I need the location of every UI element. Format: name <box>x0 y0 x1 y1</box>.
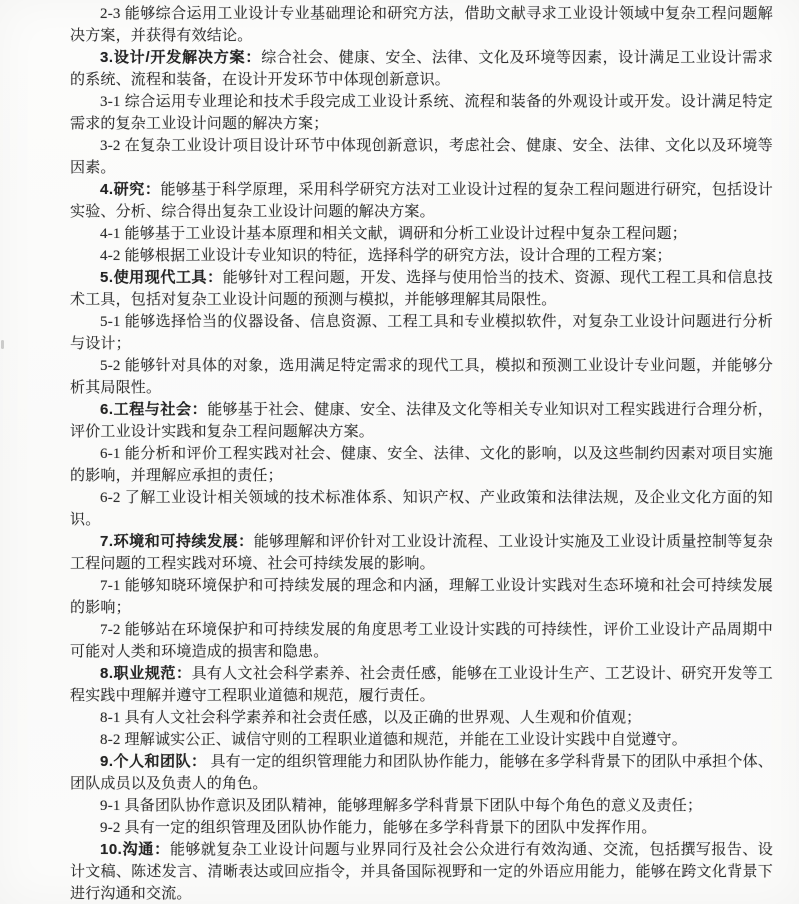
section-3-heading: 3.设计/开发解决方案： <box>100 49 262 66</box>
paragraph-3-1 <box>70 91 773 135</box>
paragraph-4-1 <box>70 223 773 245</box>
paragraph-9-1 <box>70 795 773 817</box>
scan-artifact <box>1 340 4 349</box>
section-8-heading: 8.职业规范： <box>100 665 192 682</box>
section-7-environment-sustainability <box>70 531 773 575</box>
paragraph-8-2 <box>70 729 773 751</box>
paragraph-text: 5-1 能够选择恰当的仪器设备、信息资源、工程工具和专业模拟软件，对复杂工业设计问题进行分析与设计； <box>70 314 773 352</box>
paragraph-text: 能够基于科学原理，采用科学研究方法对工业设计过程的复杂工程问题进行研究，包括设计实验、分析、综合得出复杂工业设计问题的解决方案。 <box>70 182 773 220</box>
paragraph-text: 6-1 能分析和评价工程实践对社会、健康、安全、法律、文化的影响，以及这些制约因素对项目实施的影响，并理解应承担的责任； <box>70 446 773 484</box>
section-6-heading: 6.工程与社会： <box>100 401 208 418</box>
paragraph-6-2 <box>70 487 773 531</box>
paragraph-text: 7-2 能够站在环境保护和可持续发展的角度思考工业设计实践的可持续性，评价工业设计产品周期中可能对人类和环境造成的损害和隐患。 <box>70 622 773 660</box>
paragraph-text: 8-1 具有人文社会科学素养和社会责任感，以及正确的世界观、人生观和价值观； <box>100 710 642 726</box>
paragraph-text: 具有一定的组织管理能力和团队协作能力，能够在多学科背景下的团队中承担个体、团队成员以及负责人的角色。 <box>70 754 773 792</box>
paragraph-text: 8-2 理解诚实公正、诚信守则的工程职业道德和规范，并能在工业设计实践中自觉遵守。 <box>100 732 687 748</box>
paragraph-6-1 <box>70 443 773 487</box>
paragraph-text: 7-1 能够知晓环境保护和可持续发展的理念和内涵，理解工业设计实践对生态环境和社会可持续发展的影响； <box>70 578 773 616</box>
paragraph-text: 具有人文社会科学素养、社会责任感，能够在工业设计生产、工艺设计、研究开发等工程实践中理解并遵守工程职业道德和规范，履行责任。 <box>70 666 773 704</box>
paragraph-9-2 <box>70 817 773 839</box>
paragraph-2-3 <box>70 3 773 47</box>
section-4-heading: 4.研究： <box>100 181 161 198</box>
paragraph-text: 5-2 能够针对具体的对象，选用满足特定需求的现代工具，模拟和预测工业设计专业问题，并能够分析其局限性。 <box>70 358 773 396</box>
paragraph-text: 能够针对工程问题，开发、选择与使用恰当的技术、资源、现代工程工具和信息技术工具，包括对复杂工业设计问题的预测与模拟，并能够理解其局限性。 <box>70 270 773 308</box>
section-10-communication <box>70 839 773 904</box>
paragraph-8-1 <box>70 707 773 729</box>
section-8-professional-norms <box>70 663 773 707</box>
paragraph-text: 综合社会、健康、安全、法律、文化及环境等因素，设计满足工业设计需求的系统、流程和装备，在设计开发环节中体现创新意识。 <box>70 50 773 88</box>
paragraph-text: 能够就复杂工业设计问题与业界同行及社会公众进行有效沟通、交流，包括撰写报告、设计文稿、陈述发言、清晰表达或回应指令，并具备国际视野和一定的外语应用能力，能够在跨文化背景下进行沟通和交流。 <box>70 842 773 902</box>
section-7-heading: 7.环境和可持续发展： <box>100 533 254 550</box>
paragraph-text: 3-1 综合运用专业理论和技术手段完成工业设计系统、流程和装备的外观设计或开发。设计满足特定需求的复杂工业设计问题的解决方案； <box>70 94 773 132</box>
section-4-research <box>70 179 773 223</box>
paragraph-text: 能够理解和评价针对工业设计流程、工业设计实施及工业设计质量控制等复杂工程问题的工程实践对环境、社会可持续发展的影响。 <box>70 534 773 572</box>
section-5-modern-tools <box>70 267 773 311</box>
paragraph-text: 9-1 具备团队协作意识及团队精神，能够理解多学科背景下团队中每个角色的意义及责任； <box>100 798 703 814</box>
paragraph-text: 2-3 能够综合运用工业设计专业基础理论和研究方法，借助文献寻求工业设计领域中复杂工程问题解决方案，并获得有效结论。 <box>70 6 773 44</box>
paragraph-5-2 <box>70 355 773 399</box>
paragraph-text: 6-2 了解工业设计相关领域的技术标准体系、知识产权、产业政策和法律法规，及企业文化方面的知识。 <box>70 490 773 528</box>
section-3-design-develop-solutions <box>70 47 773 91</box>
section-9-individual-team <box>70 751 773 795</box>
paragraph-3-2 <box>70 135 773 179</box>
section-9-heading: 9.个人和团队： <box>100 753 207 770</box>
paragraph-text: 能够基于社会、健康、安全、法律及文化等相关专业知识对工程实践进行合理分析，评价工业设计实践和复杂工程问题解决方案。 <box>70 402 774 440</box>
paragraph-4-2 <box>70 245 773 267</box>
section-10-heading: 10.沟通： <box>100 841 170 858</box>
paragraph-text: 4-2 能够根据工业设计专业知识的特征，选择科学的研究方法，设计合理的工程方案； <box>100 248 672 264</box>
paragraph-text: 9-2 具有一定的组织管理及团队协作能力，能够在多学科背景下的团队中发挥作用。 <box>100 820 657 836</box>
paragraph-5-1 <box>70 311 773 355</box>
paragraph-7-1 <box>70 575 773 619</box>
paragraph-7-2 <box>70 619 773 663</box>
section-5-heading: 5.使用现代工具： <box>100 269 223 286</box>
paragraph-text: 3-2 在复杂工业设计项目设计环节中体现创新意识，考虑社会、健康、安全、法律、文化以及环境等因素。 <box>70 138 773 176</box>
paragraph-text: 4-1 能够基于工业设计基本原理和相关文献，调研和分析工业设计过程中复杂工程问题； <box>100 226 687 242</box>
section-6-engineering-society <box>70 399 773 443</box>
